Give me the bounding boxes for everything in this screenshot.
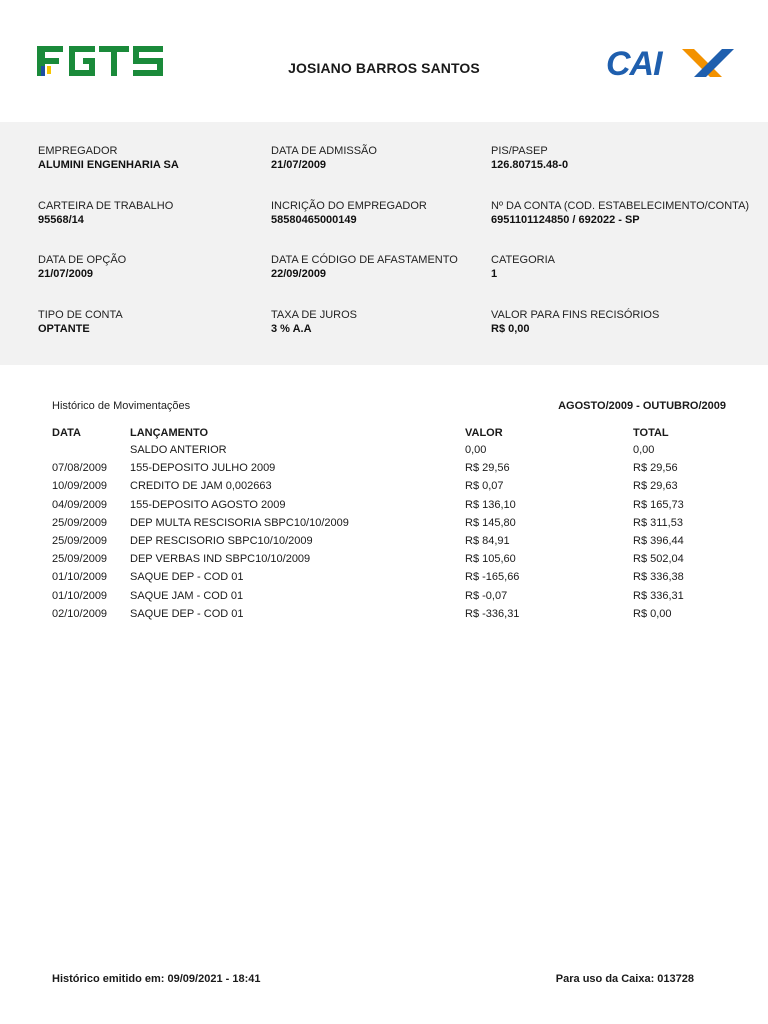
field-label: Nº DA CONTA (COD. ESTABELECIMENTO/CONTA) (491, 200, 750, 212)
cell-date: 25/09/2009 (52, 516, 108, 529)
cell-date: 10/09/2009 (52, 480, 108, 493)
cell-total: 0,00 (633, 444, 655, 456)
field-value: 1 (491, 268, 498, 280)
table-row (0, 477, 768, 495)
field-value: 21/07/2009 (271, 159, 327, 171)
field-label: PIS/PASEP (491, 145, 548, 157)
cell-date: 04/09/2009 (52, 498, 108, 511)
field-label: EMPREGADOR (38, 145, 118, 157)
field-value: 22/09/2009 (271, 268, 327, 280)
table-row (0, 514, 768, 532)
caixa-use-code: Para uso da Caixa: 013728 (555, 973, 694, 985)
cell-total: R$ 165,73 (633, 498, 684, 511)
caixa-x-mark (682, 49, 734, 77)
history-period: AGOSTO/2009 - OUTUBRO/2009 (558, 400, 726, 412)
field-label: TAXA DE JUROS (271, 309, 357, 321)
field-label: CARTEIRA DE TRABALHO (38, 200, 174, 212)
field-value: R$ 0,00 (491, 323, 530, 335)
table-row (0, 587, 768, 605)
field-categoria (491, 253, 555, 281)
field-value: 6951101124850 / 692022 - SP (491, 214, 640, 226)
column-header-total: TOTAL (633, 427, 669, 439)
field-label: CATEGORIA (491, 254, 555, 266)
cell-value: 0,00 (465, 444, 487, 456)
cell-value: R$ 145,80 (465, 516, 516, 529)
column-header-date: DATA (52, 427, 81, 439)
cell-value: R$ 105,60 (465, 553, 516, 566)
cell-value: R$ 0,07 (465, 480, 504, 493)
field-pis-pasep (491, 144, 568, 172)
cell-date: 25/09/2009 (52, 553, 108, 566)
cell-total: R$ 336,38 (633, 571, 684, 584)
cell-value: R$ 29,56 (465, 462, 510, 475)
cell-value: R$ -0,07 (465, 589, 508, 602)
history-table (0, 424, 768, 623)
field-value: 3 % A.A (271, 323, 312, 335)
cell-description: SALDO ANTERIOR (130, 444, 227, 456)
field-carteira (38, 199, 173, 227)
cell-description: SAQUE DEP - COD 01 (130, 571, 244, 584)
cell-description: DEP RESCISORIO SBPC10/10/2009 (130, 534, 313, 547)
field-valor-recisorios (491, 308, 659, 336)
field-value: ALUMINI ENGENHARIA SA (38, 159, 179, 171)
document-header (0, 0, 768, 122)
field-conta (491, 199, 749, 227)
cell-description: DEP MULTA RESCISORIA SBPC10/10/2009 (130, 516, 349, 529)
table-header-row (0, 424, 768, 441)
caixa-logo-text: CAI (606, 46, 662, 80)
table-row (0, 441, 768, 459)
cell-description: 155-DEPOSITO JULHO 2009 (130, 462, 276, 475)
cell-date: 01/10/2009 (52, 589, 108, 602)
field-data-admissao (271, 144, 377, 172)
cell-date: 25/09/2009 (52, 534, 108, 547)
table-row (0, 532, 768, 550)
account-holder-name: JOSIANO BARROS SANTOS (288, 60, 480, 76)
field-data-opcao (38, 253, 126, 281)
emission-timestamp: Histórico emitido em: 09/09/2021 - 18:41 (52, 973, 261, 985)
cell-date: 01/10/2009 (52, 571, 108, 584)
table-row (0, 568, 768, 586)
cell-description: 155-DEPOSITO AGOSTO 2009 (130, 498, 286, 511)
cell-date: 02/10/2009 (52, 607, 108, 620)
field-label: DATA DE ADMISSÃO (271, 145, 377, 157)
account-info-panel (0, 122, 768, 365)
table-row (0, 496, 768, 514)
field-label: DATA DE OPÇÃO (38, 254, 127, 266)
cell-value: R$ 136,10 (465, 498, 516, 511)
table-row (0, 550, 768, 568)
caixa-logo (604, 46, 740, 80)
cell-total: R$ 0,00 (633, 607, 672, 620)
field-label: INCRIÇÃO DO EMPREGADOR (271, 200, 427, 212)
cell-description: SAQUE JAM - COD 01 (130, 589, 244, 602)
cell-description: DEP VERBAS IND SBPC10/10/2009 (130, 553, 311, 566)
field-label: DATA E CÓDIGO DE AFASTAMENTO (271, 254, 458, 266)
cell-total: R$ 396,44 (633, 534, 684, 547)
field-value: 21/07/2009 (38, 268, 94, 280)
cell-value: R$ 84,91 (465, 534, 510, 547)
field-label: VALOR PARA FINS RECISÓRIOS (491, 309, 660, 321)
cell-total: R$ 502,04 (633, 553, 684, 566)
field-empregador (38, 144, 179, 172)
field-inscricao (271, 199, 427, 227)
field-taxa-juros (271, 308, 357, 336)
field-value: OPTANTE (38, 323, 90, 335)
cell-description: SAQUE DEP - COD 01 (130, 607, 244, 620)
table-row (0, 459, 768, 477)
field-value: 58580465000149 (271, 214, 357, 226)
cell-total: R$ 29,56 (633, 462, 678, 475)
table-row (0, 605, 768, 623)
cell-description: CREDITO DE JAM 0,002663 (130, 480, 272, 493)
field-value: 95568/14 (38, 214, 84, 226)
column-header-value: VALOR (465, 427, 503, 439)
field-tipo-conta (38, 308, 123, 336)
field-label: TIPO DE CONTA (38, 309, 123, 321)
cell-date: 07/08/2009 (52, 462, 108, 475)
column-header-description: LANÇAMENTO (130, 427, 209, 439)
cell-value: R$ -165,66 (465, 571, 520, 584)
cell-total: R$ 336,31 (633, 589, 684, 602)
cell-value: R$ -336,31 (465, 607, 520, 620)
cell-total: R$ 311,53 (633, 516, 683, 529)
cell-total: R$ 29,63 (633, 480, 678, 493)
history-title: Histórico de Movimentações (52, 400, 191, 412)
field-value: 126.80715.48-0 (491, 159, 569, 171)
table-body (0, 441, 768, 623)
field-afastamento (271, 253, 458, 281)
